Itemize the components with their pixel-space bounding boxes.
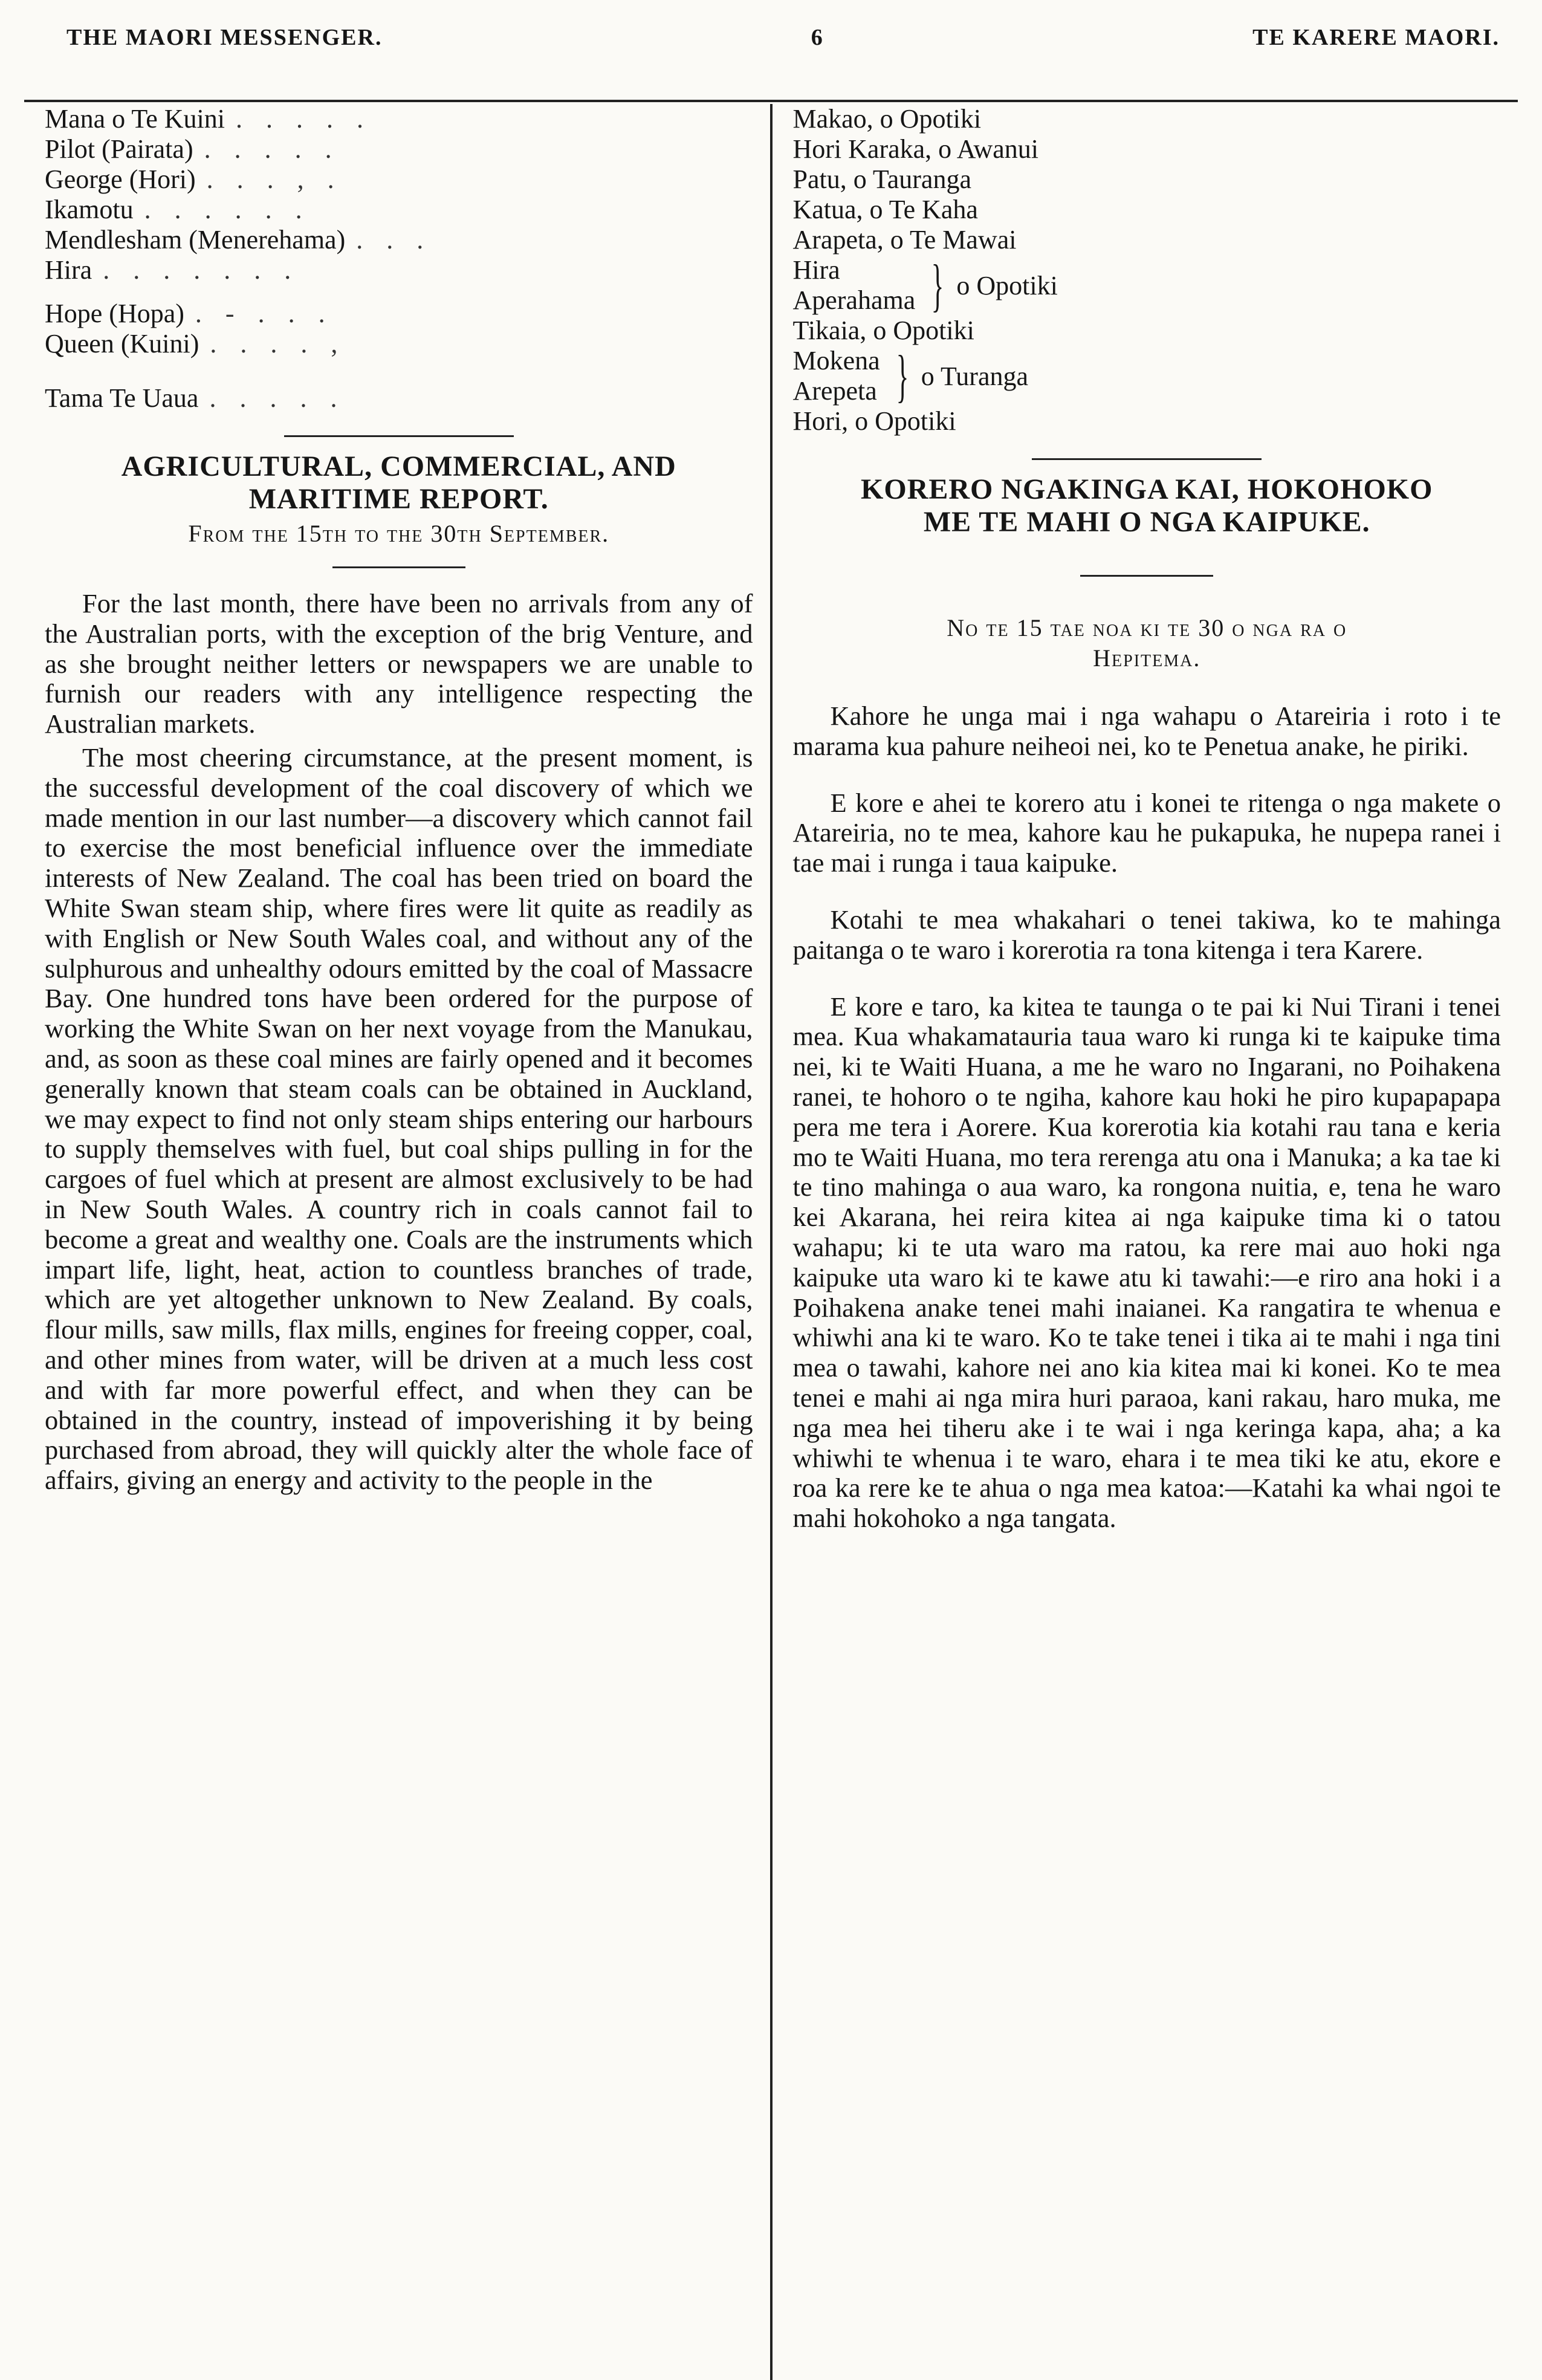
running-head xyxy=(24,24,1518,66)
page-number: 6 xyxy=(811,25,824,50)
list-item: Arapeta, o Te Mawai xyxy=(792,225,1017,255)
paragraph: Kahore he unga mai i nga wahapu o Atareiria i roto i te marama kua pahure neiheoi nei, ko te Penetua anake, he piriki. xyxy=(792,701,1501,761)
list-item: Hope (Hopa) . - . . . xyxy=(45,299,334,328)
section-rule xyxy=(332,566,465,568)
section-rule xyxy=(1032,458,1262,460)
section-rule xyxy=(284,435,514,437)
paragraph: Kotahi te mea whakahari o tenei takiwa, ko te mahinga paitanga o te waro i korerotia ra tona kitenga i tera Karere. xyxy=(792,904,1501,965)
section-title: KORERO NGAKINGA KAI, HOKOHOKO ME TE MAHI O NGA KAIPUKE. xyxy=(861,473,1433,538)
list-item: Queen (Kuini) . . . . , xyxy=(45,329,346,358)
article-body xyxy=(793,701,1502,1534)
list-item: Hori Karaka, o Awanui xyxy=(792,134,1039,164)
vessel-list xyxy=(45,104,753,413)
list-item: Hira . . . . . . . xyxy=(45,255,300,285)
header-right-title: TE KARERE MAORI. xyxy=(1252,25,1500,50)
brace-icon: } xyxy=(931,253,944,317)
left-column xyxy=(24,104,770,2380)
list-item: Pilot (Pairata) . . . . . xyxy=(45,134,340,164)
list-item: Patu, o Tauranga xyxy=(792,164,971,194)
article-body xyxy=(45,589,753,1496)
columns xyxy=(24,104,1518,2380)
list-item: Tama Te Uaua . . . . . xyxy=(45,383,346,413)
list-item: Hira Aperahama } o Opotiki xyxy=(792,253,1058,317)
list-item: Makao, o Opotiki xyxy=(792,104,982,134)
list-item: Mendlesham (Menerehama) . . . xyxy=(45,225,432,255)
list-item: Katua, o Te Kaha xyxy=(792,195,978,224)
owner-list xyxy=(793,104,1502,436)
list-item: George (Hori) . . . , . xyxy=(45,164,343,194)
paragraph: E kore e ahei te korero atu i konei te ritenga o nga makete o Atareiria, no te mea, kahore kau he pukapuka, he nupepa ranei i tae mai i runga i taua kaipuke. xyxy=(792,787,1501,878)
list-item: Hori, o Opotiki xyxy=(792,406,956,436)
list-item: Mokena Arepeta } o Turanga xyxy=(792,343,1029,408)
header-rule xyxy=(24,100,1518,102)
section-subtitle: No te 15 tae noa ki te 30 o nga ra o Hepitema. xyxy=(947,614,1347,672)
section-title: AGRICULTURAL, COMMERCIAL, AND MARITIME REPORT. xyxy=(121,450,676,515)
paragraph: E kore e taro, ka kitea te taunga o te pai ki Nui Tirani i tenei mea. Kua whakamatauria taua waro ki runga ki te kaipuke tima nei, ki te Waiti Huana, a me he waro no Ingarani, no Poihakena ranei, te hohoro o te ngiha, kahore kau hoki he piro kupapapapa pera me tera i Aorere. Kua korerotia kia kotahi rau tana e keria mo te Waiti Huana, mo tera rerenga atu ona i Manuka; a ka tae ki te tino mahinga o aua waro, ka rongona nuitia, e, tena he waro kei Akarana, hei reira kitea ai nga kaipuke tima ki o tatou wahapu; ki te uta waro ma ratou, ka rere mai auo hoki nga kaipuke uta waro ki te kawe atu ki tawahi:—e riro ana hoki i a Poihakena anake tenei mahi inaianei. Ka rangatira te whenua e whiwhi ana ki te waro. Ko te take tenei i tika ai te mahi i nga tini mea o tawahi, kahore nei ano kia kitea mai ki konei. Ko te mea tenei e mahi ai nga mira huri paraoa, kani rakau, haro muka, me nga mea hei tiheru ake i te wai i nga keringa kapa, aha; a ka whiwhi te whenua i te waro, ehara i te mea tiki ke atu, ekore e roa ka rere ke te ahua o nga mea katoa:—Katahi ka whai ngoi te mahi hokohoko a nga tangata. xyxy=(792,991,1501,1534)
paragraph: For the last month, there have been no arrivals from any of the Australian ports, with the exception of the brig Venture, and as she brought neither letters or newspapers we are unable to furnish our readers with any intelligence respecting the Australian markets. xyxy=(45,588,753,739)
list-item: Ikamotu . . . . . . xyxy=(45,195,311,224)
brace-icon: } xyxy=(896,343,909,408)
right-column xyxy=(773,104,1518,2380)
section-rule xyxy=(1080,575,1213,577)
paragraph: The most cheering circumstance, at the present moment, is the successful development of the coal discovery of which we made mention in our last number—a discovery which cannot fail to exercise the most beneficial influence over the immediate interests of New Zealand. The coal has been tried on board the White Swan steam ship, where fires were lit quite as readily as with English or New South Wales coal, and without any of the sulphurous and unhealthy odours emitted by the coal of Massacre Bay. One hundred tons have been ordered for the purpose of working the White Swan on her next voyage from the Manukau, and, as soon as these coal mines are fairly opened and it becomes generally known that steam coals can be obtained in Auckland, we may expect to find not only steam ships entering our harbours to supply themselves with fuel, but coal ships pulling in for the cargoes of fuel which at present are almost exclusively to be had in New South Wales. A country rich in coals cannot fail to become a great and wealthy one. Coals are the instruments which impart life, light, heat, action to countless branches of trade, which are yet altogether unknown to New Zealand. By coals, flour mills, saw mills, flax mills, engines for freeing copper, coal, and other mines from water, will be driven at a much less cost and with far more powerful effect, and when they can be obtained in the country, instead of impoverishing it by being purchased from abroad, they will quickly alter the whole face of affairs, giving an energy and activity to the people in the xyxy=(45,742,753,1496)
list-item: Mana o Te Kuini . . . . . xyxy=(45,104,372,134)
list-item: Tikaia, o Opotiki xyxy=(792,316,974,345)
header-left-title: THE MAORI MESSENGER. xyxy=(66,25,383,50)
section-subtitle: From the 15th to the 30th September. xyxy=(188,520,610,547)
